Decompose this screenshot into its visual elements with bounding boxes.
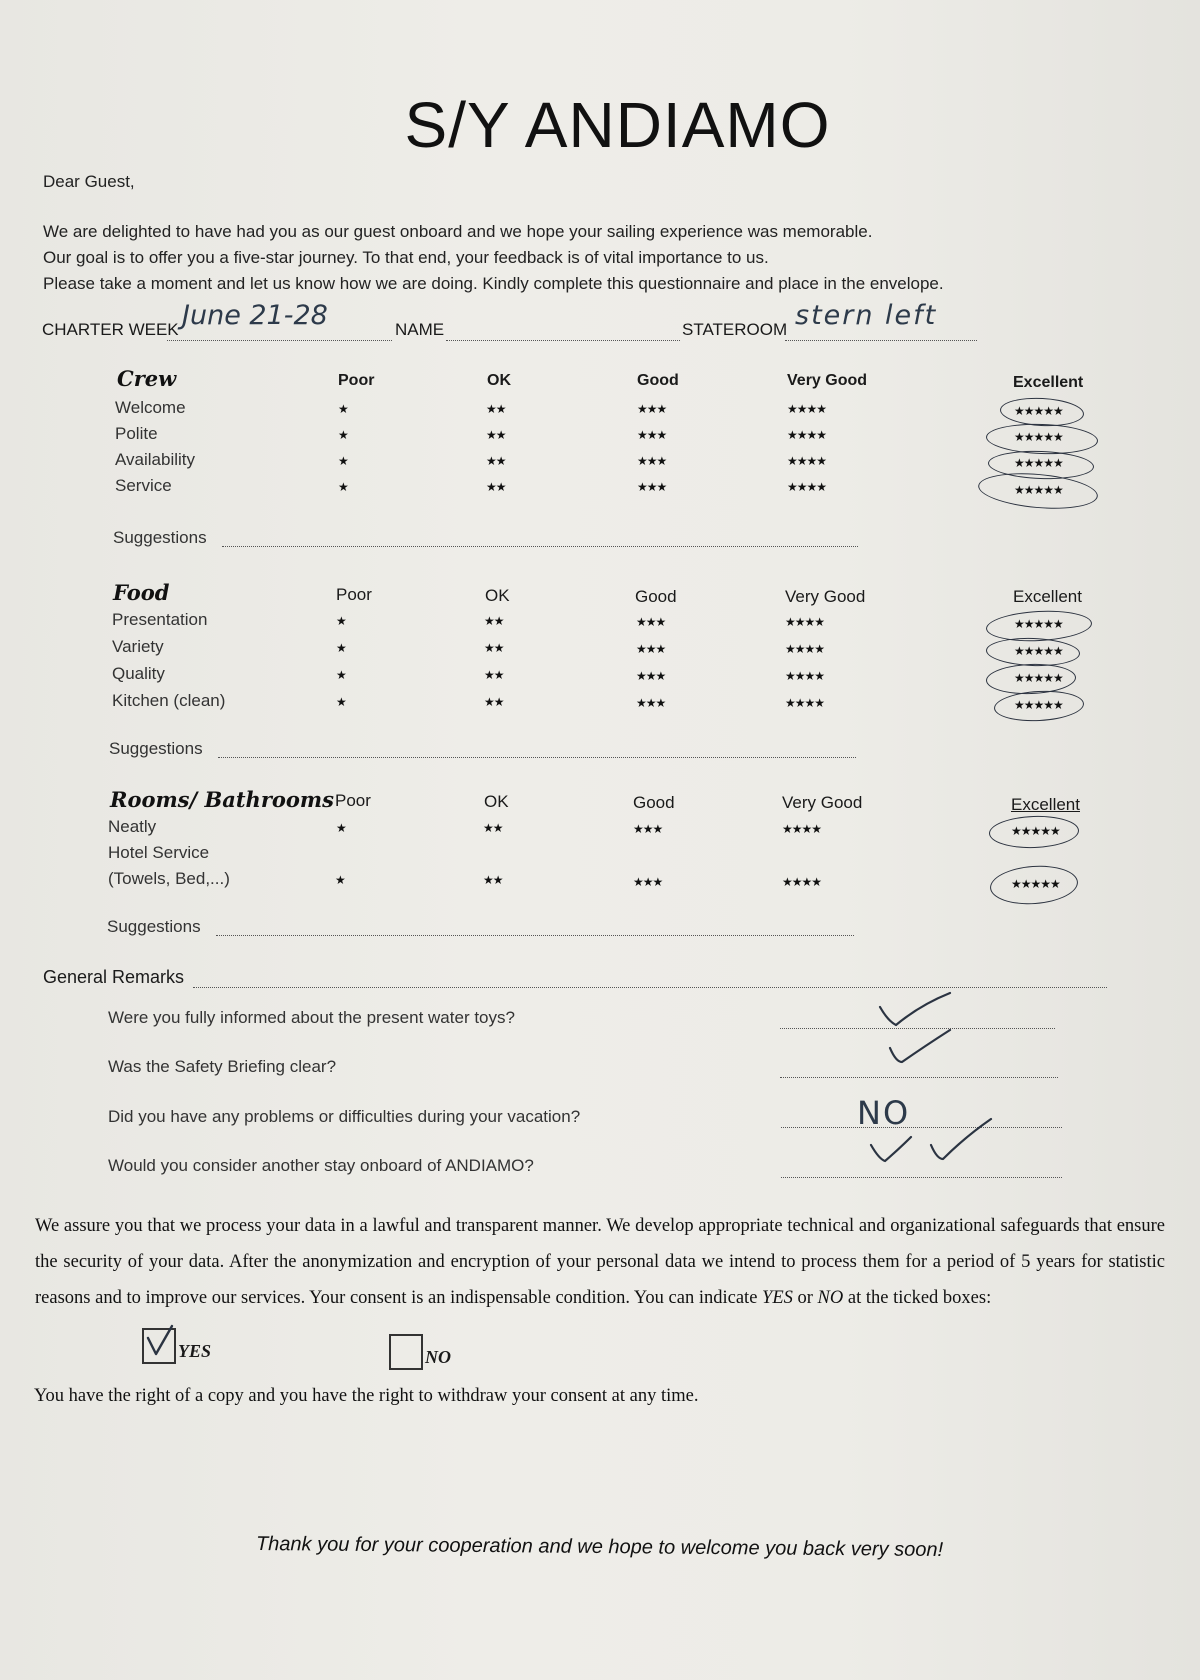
crew-availability-ok[interactable]: ★★ xyxy=(486,454,506,468)
data-protection-text: We assure you that we process your data in a lawful and transparent manner. We develop appropriate technical and organizational safeguards that ensure the security of your data. After the anonymization and encryption of your personal data we intend to process them for a period of 5 years for statistic reasons and to improve our services. Your consent is an indispensable condition. You can indicate xyxy=(35,1216,1165,1308)
section-title-food: Food xyxy=(113,580,170,605)
rooms-hotel-service-very-good[interactable]: ★★★★ xyxy=(782,875,822,889)
crew-row-service-label: Service xyxy=(115,476,172,495)
consent-no-label: NO xyxy=(425,1347,451,1367)
answer-line-another-stay[interactable] xyxy=(781,1177,1062,1178)
question-safety-briefing: Was the Safety Briefing clear? xyxy=(108,1057,337,1076)
rooms-col-good: Good xyxy=(633,793,675,812)
general-remarks-label: General Remarks xyxy=(43,967,185,987)
rooms-row-neatly-label: Neatly xyxy=(108,817,157,836)
intro-line-2: Our goal is to offer you a five-star journey. To that end, your feedback is of vital importance to us. xyxy=(43,248,769,267)
food-col-very-good: Very Good xyxy=(785,587,866,606)
crew-service-ok[interactable]: ★★ xyxy=(486,480,506,494)
food-kitchen-poor[interactable]: ★ xyxy=(336,695,346,709)
rooms-neatly-selection-oval xyxy=(988,814,1079,849)
consent-yes-checkbox[interactable] xyxy=(142,1328,176,1364)
data-protection-statement xyxy=(35,1208,1165,1316)
food-col-good: Good xyxy=(635,587,677,606)
intro-line-3: Please take a moment and let us know how we are doing. Kindly complete this questionnaire and place in the envelope. xyxy=(43,274,944,293)
rooms-suggestions-label: Suggestions xyxy=(107,917,201,936)
food-kitchen-ok[interactable]: ★★ xyxy=(484,695,504,709)
food-presentation-good[interactable]: ★★★ xyxy=(636,615,666,629)
rooms-neatly-very-good[interactable]: ★★★★ xyxy=(782,822,822,836)
crew-suggestions-field[interactable] xyxy=(222,546,858,547)
food-suggestions-field[interactable] xyxy=(218,757,856,758)
crew-col-excellent: Excellent xyxy=(1013,374,1084,391)
question-another-stay: Would you consider another stay onboard of ANDIAMO? xyxy=(108,1156,534,1175)
food-variety-ok[interactable]: ★★ xyxy=(484,641,504,655)
crew-polite-good[interactable]: ★★★ xyxy=(637,428,667,442)
crew-row-availability-label: Availability xyxy=(115,450,196,469)
section-title-rooms: Rooms/ Bathrooms xyxy=(110,787,334,812)
food-quality-ok[interactable]: ★★ xyxy=(484,668,504,682)
rooms-hotel-service-poor[interactable]: ★ xyxy=(335,873,345,887)
crew-service-good[interactable]: ★★★ xyxy=(637,480,667,494)
food-quality-excellent[interactable]: ★★★★★ xyxy=(1014,671,1063,685)
crew-polite-excellent[interactable]: ★★★★★ xyxy=(1014,430,1063,444)
crew-welcome-very-good[interactable]: ★★★★ xyxy=(787,402,827,416)
food-presentation-excellent[interactable]: ★★★★★ xyxy=(1014,617,1063,631)
rooms-neatly-good[interactable]: ★★★ xyxy=(633,822,663,836)
greeting: Dear Guest, xyxy=(43,172,135,191)
food-col-ok: OK xyxy=(485,586,510,605)
crew-col-ok: OK xyxy=(487,372,511,389)
rooms-col-ok: OK xyxy=(484,792,509,811)
stateroom-line xyxy=(785,340,977,341)
food-variety-poor[interactable]: ★ xyxy=(336,641,346,655)
food-variety-excellent[interactable]: ★★★★★ xyxy=(1014,644,1063,658)
consent-no-checkbox[interactable] xyxy=(389,1334,423,1370)
rooms-neatly-excellent[interactable]: ★★★★★ xyxy=(1011,824,1060,838)
rooms-hotel-service-good[interactable]: ★★★ xyxy=(633,875,663,889)
intro-line-1: We are delighted to have had you as our guest onboard and we hope your sailing experience was memorable. xyxy=(43,222,873,241)
question-problems: Did you have any problems or difficulties during your vacation? xyxy=(108,1107,581,1126)
stateroom-field[interactable]: stern left xyxy=(795,300,938,331)
food-presentation-poor[interactable]: ★ xyxy=(336,614,346,628)
rooms-col-very-good: Very Good xyxy=(782,793,863,812)
crew-service-excellent[interactable]: ★★★★★ xyxy=(1014,483,1063,497)
rooms-neatly-poor[interactable]: ★ xyxy=(336,821,346,835)
rooms-col-excellent: Excellent xyxy=(1011,795,1080,814)
answer-problems: NO xyxy=(857,1094,911,1132)
rooms-row-hotel-service-sublabel: (Towels, Bed,...) xyxy=(108,869,230,888)
food-kitchen-good[interactable]: ★★★ xyxy=(636,696,666,710)
crew-polite-ok[interactable]: ★★ xyxy=(486,428,506,442)
crew-welcome-poor[interactable]: ★ xyxy=(338,402,348,416)
crew-welcome-ok[interactable]: ★★ xyxy=(486,402,506,416)
crew-availability-very-good[interactable]: ★★★★ xyxy=(787,454,827,468)
crew-polite-very-good[interactable]: ★★★★ xyxy=(787,428,827,442)
food-row-kitchen-label: Kitchen (clean) xyxy=(112,691,226,710)
name-label: NAME xyxy=(395,320,445,339)
consent-yes-label: YES xyxy=(178,1341,212,1361)
crew-welcome-excellent[interactable]: ★★★★★ xyxy=(1014,404,1063,418)
crew-suggestions-label: Suggestions xyxy=(113,528,207,547)
food-quality-very-good[interactable]: ★★★★ xyxy=(785,669,825,683)
rooms-suggestions-field[interactable] xyxy=(216,935,854,936)
food-variety-good[interactable]: ★★★ xyxy=(636,642,666,656)
answer-check-safety-briefing xyxy=(870,1026,980,1086)
rooms-row-hotel-service-label: Hotel Service xyxy=(108,843,210,862)
no-word: NO xyxy=(817,1288,844,1308)
rooms-col-poor: Poor xyxy=(335,791,371,810)
stateroom-label: STATEROOM xyxy=(682,320,788,339)
charter-week-field[interactable]: June 21-28 xyxy=(182,300,328,331)
charter-week-line xyxy=(167,340,392,341)
answer-check-another-stay xyxy=(865,1115,1005,1175)
crew-polite-poor[interactable]: ★ xyxy=(338,428,348,442)
crew-welcome-good[interactable]: ★★★ xyxy=(637,402,667,416)
food-presentation-very-good[interactable]: ★★★★ xyxy=(785,615,825,629)
crew-availability-excellent[interactable]: ★★★★★ xyxy=(1014,456,1063,470)
crew-availability-poor[interactable]: ★ xyxy=(338,454,348,468)
crew-col-good: Good xyxy=(637,372,679,389)
name-field[interactable] xyxy=(446,340,680,341)
rooms-hotel-service-ok[interactable]: ★★ xyxy=(483,873,503,887)
crew-service-very-good[interactable]: ★★★★ xyxy=(787,480,827,494)
crew-row-welcome-label: Welcome xyxy=(115,398,186,417)
section-title-crew: Crew xyxy=(117,366,177,391)
food-kitchen-selection-oval xyxy=(993,689,1084,724)
ticked-boxes-text: at the ticked boxes: xyxy=(847,1288,992,1308)
yes-word: YES xyxy=(762,1288,793,1308)
rooms-hotel-service-excellent[interactable]: ★★★★★ xyxy=(1011,877,1060,891)
crew-col-poor: Poor xyxy=(338,372,375,389)
food-variety-very-good[interactable]: ★★★★ xyxy=(785,642,825,656)
check-mark-icon xyxy=(144,1324,174,1356)
rooms-hotel-service-selection-oval xyxy=(989,863,1079,907)
food-kitchen-excellent[interactable]: ★★★★★ xyxy=(1014,698,1063,712)
food-quality-good[interactable]: ★★★ xyxy=(636,669,666,683)
rooms-neatly-ok[interactable]: ★★ xyxy=(483,821,503,835)
yacht-title: S/Y ANDIAMO xyxy=(404,89,831,161)
food-suggestions-label: Suggestions xyxy=(109,739,203,758)
crew-col-very-good: Very Good xyxy=(787,372,868,389)
crew-service-poor[interactable]: ★ xyxy=(338,480,348,494)
food-row-variety-label: Variety xyxy=(112,637,164,656)
food-col-poor: Poor xyxy=(336,585,372,604)
food-presentation-ok[interactable]: ★★ xyxy=(484,614,504,628)
closing-thanks: Thank you for your cooperation and we hope to welcome you back very soon! xyxy=(255,1533,944,1561)
question-water-toys: Were you fully informed about the present water toys? xyxy=(108,1008,515,1027)
charter-week-label: CHARTER WEEK xyxy=(42,320,179,339)
crew-availability-good[interactable]: ★★★ xyxy=(637,454,667,468)
withdraw-rights-text: You have the right of a copy and you have the right to withdraw your consent at any time. xyxy=(34,1386,699,1406)
food-row-quality-label: Quality xyxy=(112,664,165,683)
food-row-presentation-label: Presentation xyxy=(112,610,208,629)
crew-row-polite-label: Polite xyxy=(115,424,158,443)
food-col-excellent: Excellent xyxy=(1013,587,1082,606)
or-word: or xyxy=(797,1288,813,1308)
food-quality-poor[interactable]: ★ xyxy=(336,668,346,682)
food-kitchen-very-good[interactable]: ★★★★ xyxy=(785,696,825,710)
